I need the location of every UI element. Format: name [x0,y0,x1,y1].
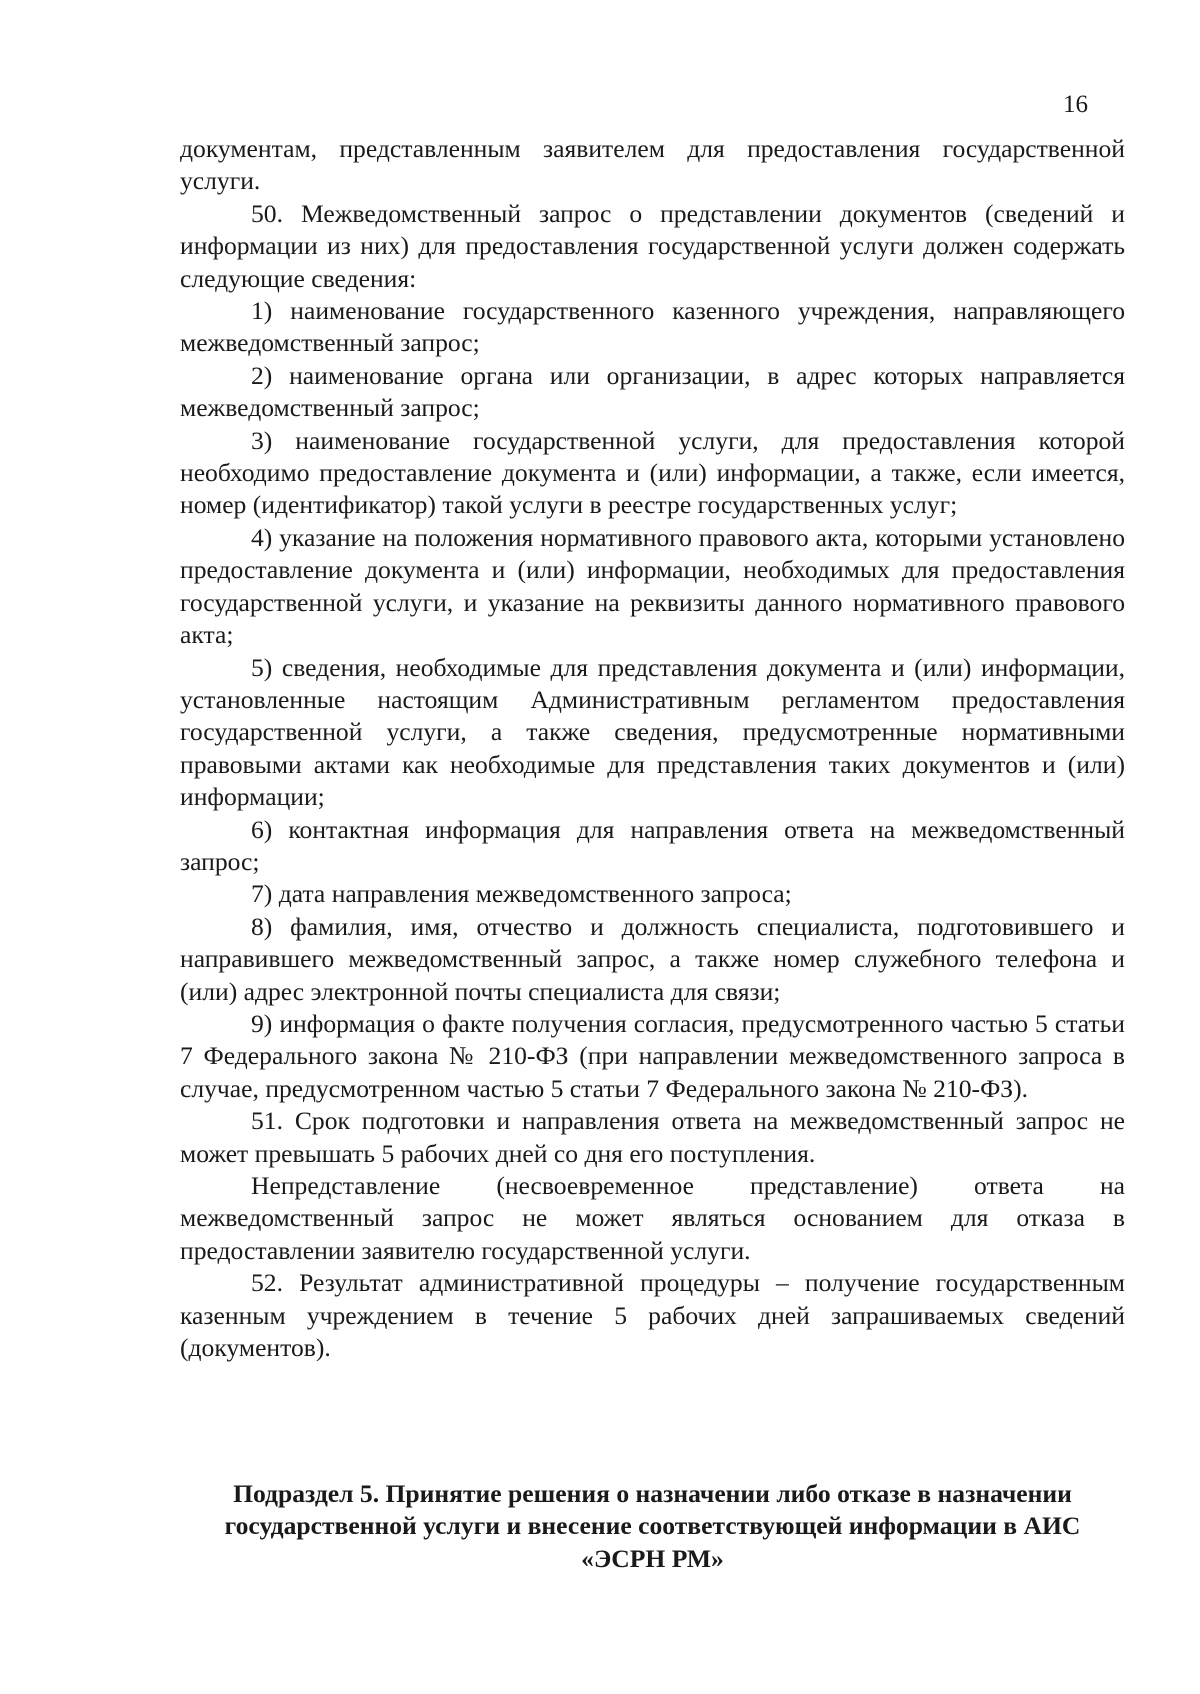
list-item-9: 9) информация о факте получения согласия, предусмотренного частью 5 статьи 7 Федерального закона № 210-ФЗ (при направлении межведомственного запроса в случае, предусмотренном частью 5 статьи 7 Федерального закона № 210-ФЗ). [180,1008,1125,1103]
list-item-1: 1) наименование государственного казенного учреждения, направляющего межведомственный запрос; [180,296,1125,358]
section-heading: Подраздел 5. Принятие решения о назначении либо отказе в назначении государственной услуги и внесение соответствующей информации в АИС «ЭСРН РМ» [224,1479,1081,1573]
list-item-6: 6) контактная информация для направления ответа на межведомственный запрос; [180,814,1125,876]
paragraph-51: 51. Срок подготовки и направления ответа на межведомственный запрос не может превышать 5 рабочих дней со дня его поступления. [180,1106,1125,1168]
list-item-5: 5) сведения, необходимые для представления документа и (или) информации, установленные настоящим Административным регламентом предоставления государственной услуги, а также сведения, предусмотренные нормативными правовыми актами как необходимые для представления таких документов и (или) информации; [180,652,1125,812]
list-item-2: 2) наименование органа или организации, в адрес которых направляется межведомственный запрос; [180,360,1125,423]
paragraph-52: 52. Результат административной процедуры – получение государственным казенным учреждением в течение 5 рабочих дней запрашиваемых сведений (документов). [180,1268,1125,1363]
document-body [180,133,1125,1364]
page-number: 16 [1063,91,1088,118]
paragraph-continuation: документам, представленным заявителем для предоставления государственной услуги. [180,134,1125,196]
paragraph-50: 50. Межведомственный запрос о представлении документов (сведений и информации из них) для предоставления государственной услуги должен содержать следующие сведения: [180,198,1125,293]
list-item-3: 3) наименование государственной услуги, для предоставления которой необходимо предоставление документа и (или) информации, а также, если имеется, номер (идентификатор) такой услуги в реестре государственных услуг; [180,425,1125,520]
list-item-4: 4) указание на положения нормативного правового акта, которыми установлено предоставление документа и (или) информации, необходимых для предоставления государственной услуги, и указание на реквизиты данного нормативного правового акта; [180,522,1125,650]
list-item-8: 8) фамилия, имя, отчество и должность специалиста, подготовившего и направившего межведомственный запрос, а также номер служебного телефона и (или) адрес электронной почты специалиста для связи; [180,911,1125,1006]
paragraph-nonsubmission: Непредставление (несвоевременное представление) ответа на межведомственный запрос не может являться основанием для отказа в предоставлении заявителю государственной услуги. [180,1171,1125,1265]
list-item-7: 7) дата направления межведомственного запроса; [251,879,792,909]
